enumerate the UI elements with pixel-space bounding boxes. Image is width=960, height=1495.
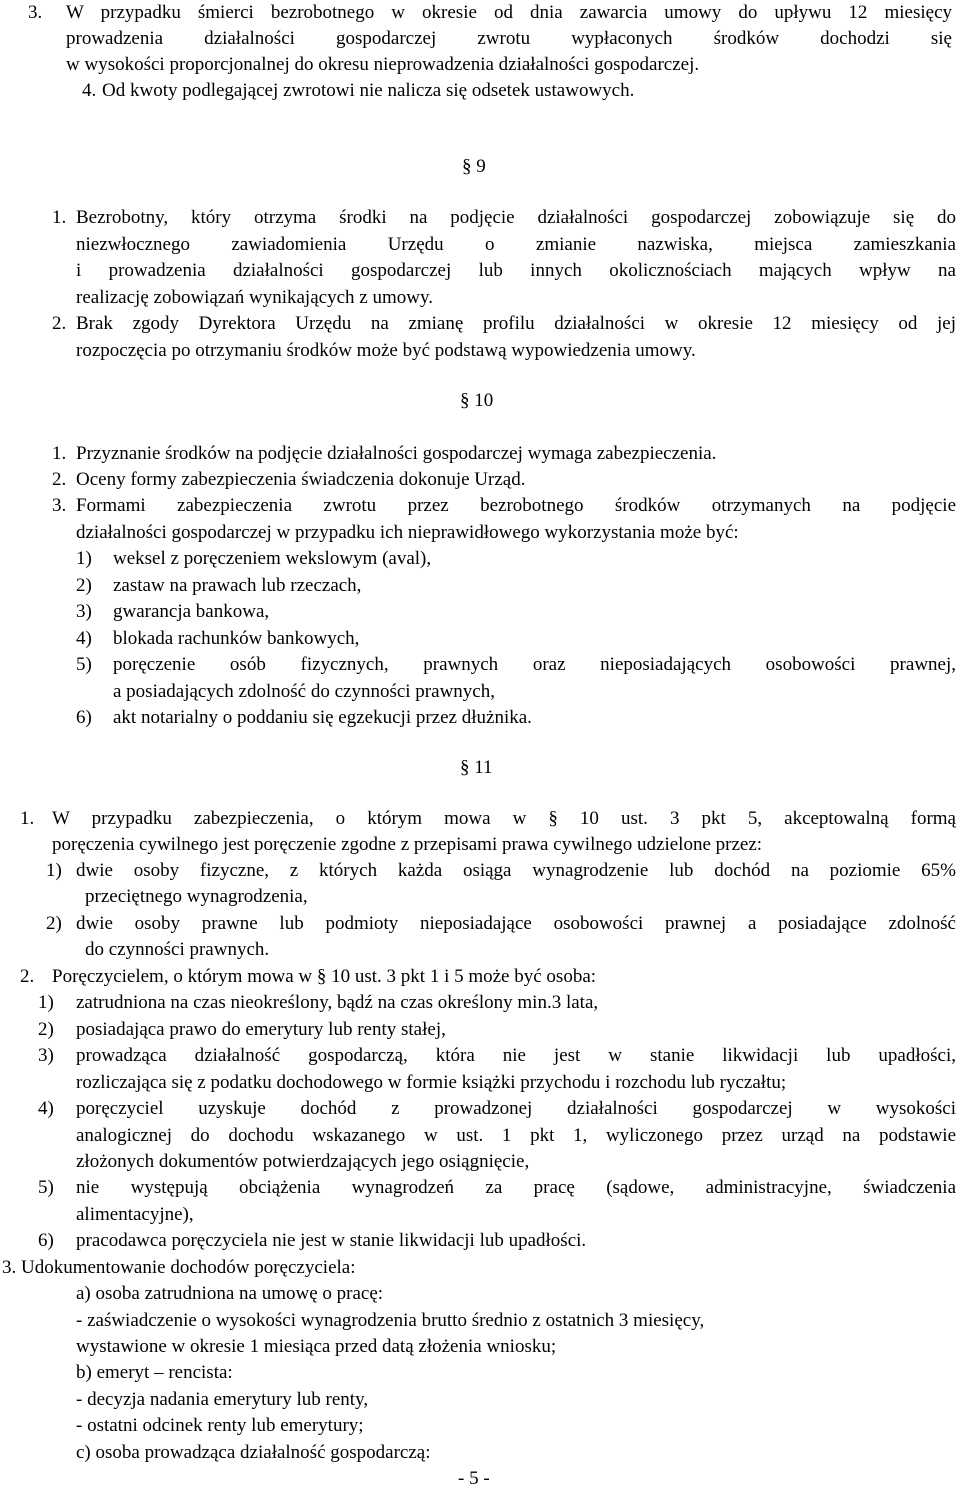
list-item-continuation: przeciętnego wynagrodzenia,: [85, 886, 308, 907]
list-item: nie występują obciążenia wynagrodzeń za pracę (sądowe, administracyjne, świadczenia: [76, 1177, 956, 1198]
item-heading: 3. Udokumentowanie dochodów poręczyciela:: [2, 1257, 356, 1278]
list-item: poręczenie osób fizycznych, prawnych oraz nieposiadających osobowości prawnej,: [113, 654, 956, 675]
list-number: 4): [38, 1098, 54, 1119]
list-item-continuation: rozliczająca się z podatku dochodowego w formie książki przychodu i rozchodu lub ryczałtu;: [76, 1072, 787, 1093]
item-number: 1.: [52, 443, 67, 464]
list-item-continuation: alimentacyjne),: [76, 1204, 194, 1225]
list-number: 6): [38, 1230, 54, 1251]
document-line: - zaświadczenie o wysokości wynagrodzenia brutto średnio z ostatnich 3 miesięcy,: [76, 1310, 705, 1331]
section-heading-11: § 11: [460, 757, 493, 778]
list-number: 2): [38, 1019, 54, 1040]
list-item: dwie osoby fizyczne, z których każda osiąga wynagrodzenie lub dochód na poziomie 65%: [76, 860, 956, 881]
paragraph-line: działalności gospodarczej w przypadku ich nieprawidłowego wykorzystania może być:: [76, 522, 739, 543]
section-heading-9: § 9: [462, 156, 486, 177]
paragraph-line: niezwłocznego zawiadomienia Urzędu o zmianie nazwiska, miejsca zamieszkania: [76, 234, 956, 255]
paragraph-line: Brak zgody Dyrektora Urzędu na zmianę profilu działalności w okresie 12 miesięcy od jej: [76, 313, 956, 334]
list-number: 2): [46, 913, 62, 934]
list-number: 2): [76, 575, 92, 596]
paragraph-line: Od kwoty podlegającej zwrotowi nie nalicza się odsetek ustawowych.: [102, 80, 635, 101]
list-number: 3): [76, 601, 92, 622]
paragraph-line: i prowadzenia działalności gospodarczej lub innych okolicznościach mających wpływ na: [76, 260, 956, 281]
list-number: 5): [38, 1177, 54, 1198]
paragraph-line: Formami zabezpieczenia zwrotu przez bezrobotnego środków otrzymanych na podjęcie: [76, 495, 956, 516]
item-number: 4.: [82, 80, 97, 101]
document-line: - ostatni odcinek renty lub emerytury;: [76, 1415, 364, 1436]
page-number: - 5 -: [458, 1468, 490, 1489]
list-number: 6): [76, 707, 92, 728]
list-item: posiadająca prawo do emerytury lub renty stałej,: [76, 1019, 446, 1040]
item-number: 1.: [52, 207, 67, 228]
paragraph-line: rozpoczęcia po otrzymaniu środków może być podstawą wypowiedzenia umowy.: [76, 340, 696, 361]
list-number: 1): [76, 548, 92, 569]
list-number: 4): [76, 628, 92, 649]
list-item: prowadząca działalność gospodarczą, która nie jest w stanie likwidacji lub upadłości,: [76, 1045, 956, 1066]
list-item: blokada rachunków bankowych,: [113, 628, 360, 649]
item-number: 3.: [28, 2, 43, 23]
paragraph-line: realizację zobowiązań wynikających z umowy.: [76, 287, 433, 308]
list-item: pracodawca poręczyciela nie jest w stanie likwidacji lub upadłości.: [76, 1230, 587, 1251]
list-item-continuation: analogicznej do dochodu wskazanego w ust. 1 pkt 1, wyliczonego przez urząd na podstawie: [76, 1125, 956, 1146]
item-number: 1.: [20, 808, 35, 829]
document-line: a) osoba zatrudniona na umowę o pracę:: [76, 1283, 384, 1304]
list-item: akt notarialny o poddaniu się egzekucji przez dłużnika.: [113, 707, 532, 728]
item-number: 2.: [52, 313, 67, 334]
list-number: 1): [38, 992, 54, 1013]
paragraph-line: W przypadku zabezpieczenia, o którym mowa w § 10 ust. 3 pkt 5, akceptowalną formą: [52, 808, 956, 829]
list-item: weksel z poręczeniem wekslowym (aval),: [113, 548, 432, 569]
document-line: wystawione w okresie 1 miesiąca przed datą złożenia wniosku;: [76, 1336, 557, 1357]
list-number: 1): [46, 860, 62, 881]
paragraph-line: w wysokości proporcjonalnej do okresu nieprowadzenia działalności gospodarczej.: [66, 54, 700, 75]
item-number: 2.: [52, 469, 67, 490]
paragraph-line: poręczenia cywilnego jest poręczenie zgodne z przepisami prawa cywilnego udzielone przez:: [52, 834, 763, 855]
list-number: 3): [38, 1045, 54, 1066]
list-item: zatrudniona na czas nieokreślony, bądź na czas określony min.3 lata,: [76, 992, 599, 1013]
list-item: dwie osoby prawne lub podmioty nieposiadające osobowości prawnej a posiadające zdolność: [76, 913, 956, 934]
list-item: zastaw na prawach lub rzeczach,: [113, 575, 362, 596]
list-number: 5): [76, 654, 92, 675]
list-item-continuation: złożonych dokumentów potwierdzających jego osiągnięcie,: [76, 1151, 530, 1172]
paragraph-line: W przypadku śmierci bezrobotnego w okresie od dnia zawarcia umowy do upływu 12 miesięcy: [66, 2, 952, 23]
document-line: - decyzja nadania emerytury lub renty,: [76, 1389, 369, 1410]
paragraph-line: Przyznanie środków na podjęcie działalności gospodarczej wymaga zabezpieczenia.: [76, 443, 717, 464]
list-item-continuation: do czynności prawnych.: [85, 939, 270, 960]
document-line: c) osoba prowadząca działalność gospodarczą:: [76, 1442, 431, 1463]
list-item: gwarancja bankowa,: [113, 601, 270, 622]
document-line: b) emeryt – rencista:: [76, 1362, 233, 1383]
list-item: poręczyciel uzyskuje dochód z prowadzonej działalności gospodarczej w wysokości: [76, 1098, 956, 1119]
list-item-continuation: a posiadających zdolność do czynności prawnych,: [113, 681, 495, 702]
paragraph-line: prowadzenia działalności gospodarczej zwrotu wypłaconych środków dochodzi się: [66, 28, 952, 49]
item-number: 3.: [52, 495, 67, 516]
section-heading-10: § 10: [460, 390, 494, 411]
paragraph-line: Oceny formy zabezpieczenia świadczenia dokonuje Urząd.: [76, 469, 526, 490]
item-number: 2.: [20, 966, 35, 987]
paragraph-line: Poręczycielem, o którym mowa w § 10 ust. 3 pkt 1 i 5 może być osoba:: [52, 966, 597, 987]
paragraph-line: Bezrobotny, który otrzyma środki na podjęcie działalności gospodarczej zobowiązuje się do: [76, 207, 956, 228]
